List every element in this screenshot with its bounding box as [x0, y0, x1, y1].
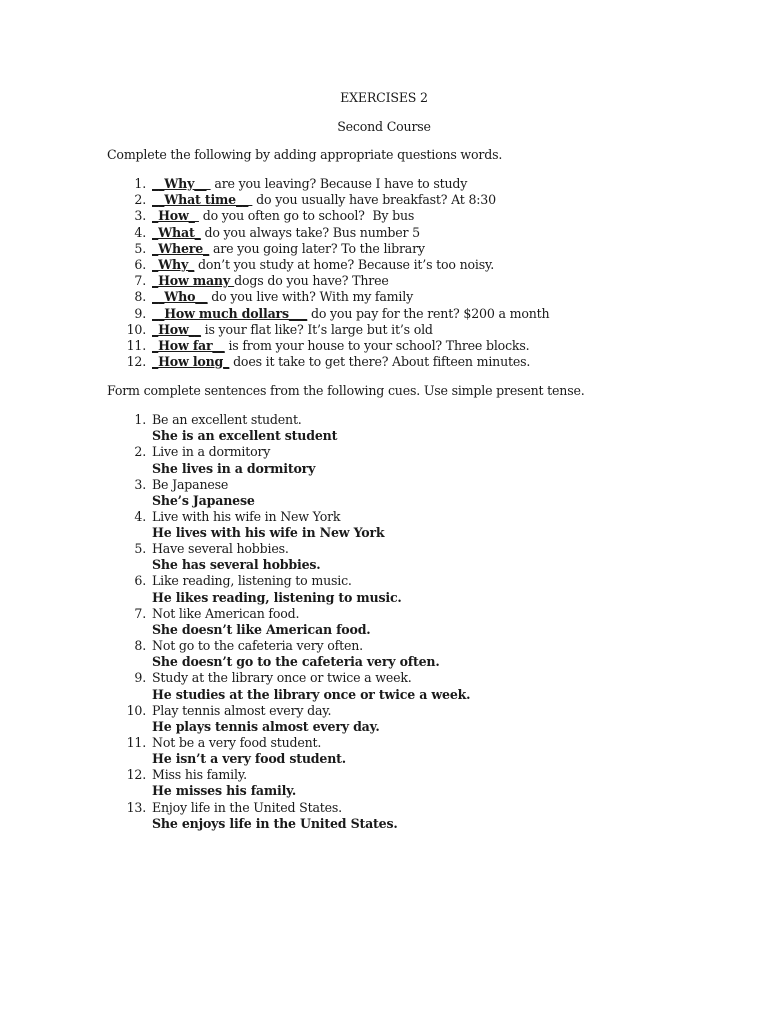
cue-text: Enjoy life in the United States. [152, 799, 342, 815]
list-item [126, 767, 470, 799]
section1-instruction: Complete the following by adding appropriate questions words. [107, 147, 503, 162]
cue-text: Not go to the cafeteria very often. [152, 638, 363, 654]
cue-text: Live with his wife in New York [152, 508, 341, 524]
question-text: does it take to get there? About fifteen minutes. [229, 354, 531, 370]
item-number: 13. [126, 799, 146, 815]
item-number: 8. [134, 638, 146, 654]
section2-instruction: Form complete sentences from the following cues. Use simple present tense. [107, 383, 585, 398]
question-word-answer: _Why_ [152, 256, 195, 272]
list-item [126, 225, 549, 241]
question-word-answer: _How long_ [152, 354, 230, 370]
item-number: 1. [134, 412, 146, 427]
sentence-answer: He likes reading, listening to music. [152, 589, 402, 605]
question-word-answer: _How__ [152, 321, 201, 337]
item-number: 2. [134, 192, 146, 208]
question-text: is your flat like? It’s large but it’s old [200, 321, 433, 337]
item-number: 5. [134, 541, 146, 557]
item-number: 4. [134, 508, 146, 524]
item-number: 12. [126, 354, 146, 370]
sentence-answer: She has several hobbies. [152, 557, 321, 573]
question-text: do you live with? With my family [207, 289, 413, 305]
question-word-answer: _Where_ [152, 240, 210, 256]
question-text: do you usually have breakfast? At 8:30 [252, 192, 496, 208]
list-item [126, 192, 549, 208]
sentence-answer: She doesn’t like American food. [152, 621, 371, 637]
list-item [126, 354, 549, 370]
question-text: are you leaving? Because I have to study [210, 176, 468, 191]
list-item [126, 257, 549, 273]
question-word-answer: __How much dollars___ [152, 305, 308, 321]
item-number: 5. [134, 240, 146, 256]
question-word-answer: _What_ [152, 224, 201, 240]
list-item [126, 606, 470, 638]
list-item [126, 670, 470, 702]
question-word-answer: __Who__ [152, 289, 208, 305]
cue-text: Not like American food. [152, 605, 300, 621]
list-item [126, 241, 549, 257]
item-number: 11. [126, 734, 146, 750]
question-word-answer: __What time__ [152, 192, 253, 208]
list-item [126, 541, 470, 573]
cue-text: Study at the library once or twice a week. [152, 670, 412, 686]
list-item [126, 573, 470, 605]
item-number: 4. [134, 224, 146, 240]
list-item [126, 176, 549, 192]
cue-text: Live in a dormitory [152, 444, 271, 460]
list-item [126, 306, 549, 322]
cue-text: Be an excellent student. [152, 412, 302, 427]
question-text: don’t you study at home? Because it’s too noisy. [194, 256, 494, 272]
sentence-answer: She’s Japanese [152, 492, 255, 508]
item-number: 6. [134, 256, 146, 272]
item-number: 1. [134, 176, 146, 191]
document-title: EXERCISES 2 [340, 90, 428, 105]
sentence-answer: He lives with his wife in New York [152, 525, 385, 541]
list-item [126, 412, 470, 444]
list-item [126, 289, 549, 305]
cue-text: Play tennis almost every day. [152, 702, 332, 718]
question-text: do you always take? Bus number 5 [200, 224, 420, 240]
cue-text: Be Japanese [152, 476, 229, 492]
list-item [126, 273, 549, 289]
question-text: dogs do you have? Three [234, 273, 389, 289]
sentence-answer: He isn’t a very food student. [152, 751, 346, 767]
question-word-answer: _How many [152, 273, 235, 289]
list-item [126, 509, 470, 541]
question-words-list [126, 176, 549, 370]
item-number: 12. [126, 767, 146, 783]
item-number: 10. [126, 702, 146, 718]
list-item [126, 338, 549, 354]
cue-text: Miss his family. [152, 767, 247, 783]
item-number: 10. [126, 321, 146, 337]
item-number: 3. [134, 208, 146, 224]
list-item [126, 735, 470, 767]
item-number: 7. [134, 273, 146, 289]
cue-text: Have several hobbies. [152, 541, 289, 557]
item-number: 6. [134, 573, 146, 589]
list-item [126, 477, 470, 509]
list-item [126, 322, 549, 338]
item-number: 9. [134, 305, 146, 321]
list-item [126, 638, 470, 670]
document-subtitle: Second Course [337, 119, 431, 134]
question-text: do you pay for the rent? $200 a month [307, 305, 550, 321]
question-text: do you often go to school? By bus [198, 208, 415, 224]
sentence-answer: She lives in a dormitory [152, 460, 316, 476]
question-word-answer: _How far__ [152, 337, 225, 353]
list-item [126, 208, 549, 224]
sentence-answer: She enjoys life in the United States. [152, 815, 398, 831]
item-number: 9. [134, 670, 146, 686]
item-number: 11. [126, 337, 146, 353]
sentences-list [126, 412, 470, 832]
sentence-answer: He plays tennis almost every day. [152, 718, 380, 734]
sentence-answer: He studies at the library once or twice a week. [152, 686, 471, 702]
question-text: are you going later? To the library [209, 240, 425, 256]
sentence-answer: He misses his family. [152, 783, 297, 799]
item-number: 3. [134, 476, 146, 492]
sentence-answer: She is an excellent student [152, 428, 338, 444]
sentence-answer: She doesn’t go to the cafeteria very often. [152, 654, 440, 670]
question-text: is from your house to your school? Three blocks. [224, 337, 530, 353]
question-word-answer: __Why__ [152, 176, 211, 191]
item-number: 8. [134, 289, 146, 305]
question-word-answer: _How_ [152, 208, 199, 224]
list-item [126, 444, 470, 476]
item-number: 7. [134, 605, 146, 621]
list-item [126, 800, 470, 832]
item-number: 2. [134, 444, 146, 460]
cue-text: Like reading, listening to music. [152, 573, 352, 589]
cue-text: Not be a very food student. [152, 734, 322, 750]
list-item [126, 703, 470, 735]
